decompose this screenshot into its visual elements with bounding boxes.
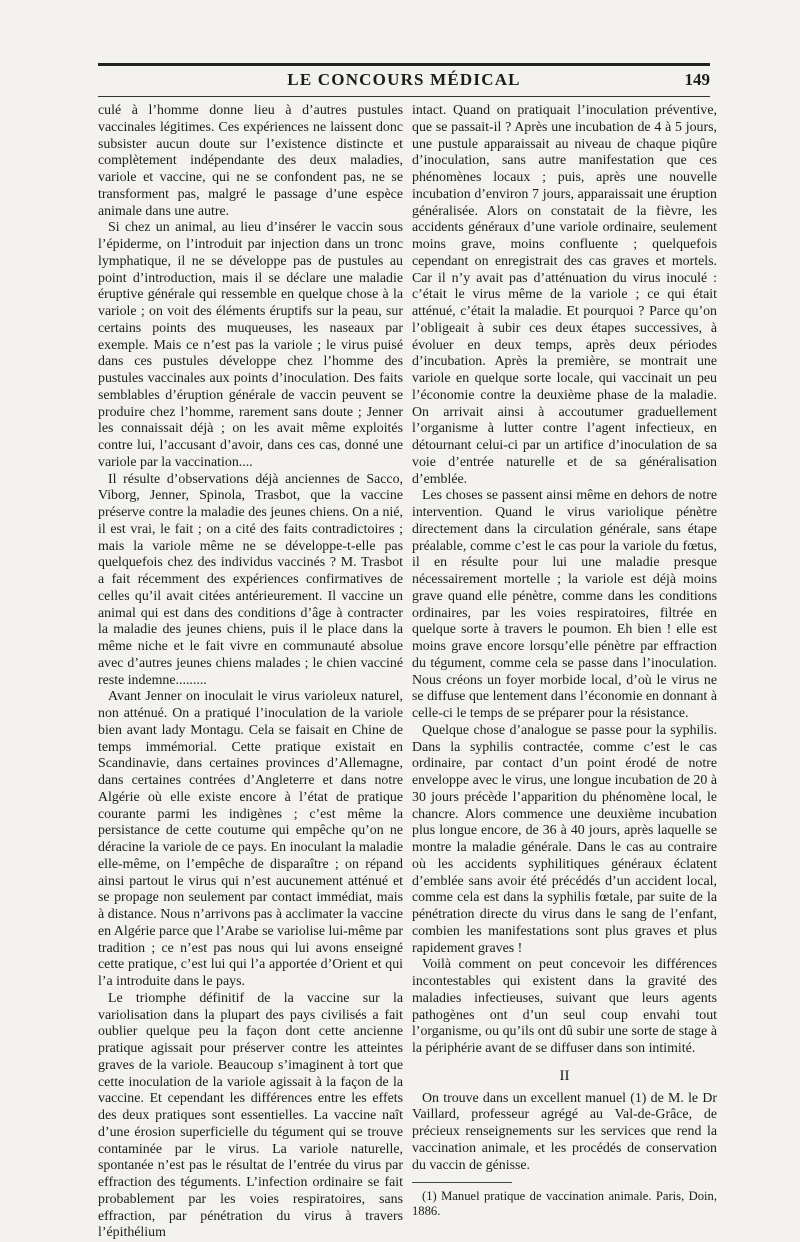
running-title: LE CONCOURS MÉDICAL [287,70,521,89]
paragraph: intact. Quand on pratiquait l’inoculation préventive, que se passait-il ? Après une incubation de 4 à 5 jours, une pustule apparaissait au niveau de chaque piqûre d’inoculation, sans autre manifestation que ces phénomènes locaux ; puis, après une nouvelle incubation d’environ 7 jours, apparaissait une éruption généralisée. Alors on constatait de la fièvre, les accidents généraux d’une variole ordinaire, seulement moins grave, moins confluente ; quelquefois cependant on enregistrait des cas graves et mortels. Car il n’y avait pas d’atténuation du virus inoculé : c’était le virus même de la variole ; ce qui était atténué, c’était la maladie. Et pourquoi ? Parce qu’on l’obligeait à subir ces deux étapes successives, à évoluer en deux temps, après deux périodes d’incubation. Après la première, se montrait une variole en quelque sorte locale, qui vaccinait un peu l’économie contre la deuxième phase de la maladie. On arrivait ainsi à accoutumer graduellement l’organisme à lutter contre l’agent infectieux, en détournant celui-ci par un artifice d’inoculation de sa voie d’entrée naturelle et de sa généralisation d’emblée. [412,103,717,487]
footnote-rule [412,1182,512,1183]
section-paragraph: On trouve dans un excellent manuel (1) de M. le Dr Vaillard, professeur agrégé au Val-de-Grâce, de précieux renseignements sur les services que rend la vaccination animale, et les procédés de conservation du vaccin de génisse. [412,1090,717,1173]
paragraph: culé à l’homme donne lieu à d’autres pustules vaccinales légitimes. Ces expériences ne laissent donc subsister aucun doute sur l’existence distincte et complètement indépendante des deux maladies, variole et vaccine, qui ne se confondent pas, ne se transforment pas, malgré le passage d’une espèce animale dans une autre. [98,103,403,219]
paragraph: Avant Jenner on inoculait le virus varioleux naturel, non atténué. On a pratiqué l’inoculation de la variole bien avant lady Montagu. Cela se faisait en Chine de temps immémorial. Cette pratique existait en Scandinavie, dans certaines provinces d’Allemagne, dans certaines contrées d’Angleterre et dans notre Algérie où elle existe encore à l’état de pratique courante parmi les indigènes ; c’est même la persistance de cette coutume qui empêche qu’on ne déracine la variole de ce pays. En inoculant la maladie elle-même, on l’empêche de disparaître ; on répand ainsi partout le virus qui n’est aucunement atténué et se propage non seulement par contact immédiat, mais à distance. Nous n’arrivons pas à acclimater la vaccine en Algérie parce que l’Arabe se variolise lui-même par tradition ; ce n’est pas nous qui lui avons enseigné cette pratique, c’est lui qui l’a apportée d’Orient et qui l’a introduite dans le pays. [98,689,403,989]
page-number: 149 [684,70,710,89]
right-column [412,103,717,1219]
paragraph: Voilà comment on peut concevoir les différences incontestables qui existent dans la gravité des maladies infectieuses, suivant que leurs agents pathogènes ont d’un seul coup envahi tout l’organisme, ou qu’ils ont dû subir une sorte de stage à la périphérie avant de se diffuser dans son intimité. [412,957,717,1056]
left-column [98,103,403,1242]
paragraph: Les choses se passent ainsi même en dehors de notre intervention. Quand le virus variolique pénètre directement dans la circulation générale, sans étape préalable, comme c’est le cas pour la variole du fœtus, il en résulte pour lui une maladie presque nécessairement mortelle ; la variole est déjà moins grave quand elle pénètre, comme dans les conditions ordinaires, par les voies respiratoires, filtrée en quelque sorte à travers le poumon. Eh bien ! elle est moins grave encore lorsqu’elle pénètre par effraction du tégument, comme cela se passe dans l’inoculation. Nous créons un foyer morbide local, d’où le virus ne se diffuse que lentement dans l’économie en donnant à celle-ci le temps de se préparer pour la résistance. [412,488,717,721]
page-header [98,70,710,94]
paragraph: Il résulte d’observations déjà anciennes de Sacco, Viborg, Jenner, Spinola, Trasbot, que la vaccine préserve contre la maladie des jeunes chiens. On a nié, il est vrai, le fait ; on a cité des faits contradictoires ; mais la variole même ne se développe-t-elle pas quelquefois chez des individus vaccinés ? M. Trasbot a fait récemment des expériences confirmatives de celles qu’il avait citées antérieurement. Il vaccine un animal qui est dans des conditions d’âge à contracter la maladie des jeunes chiens, puis il le place dans la même niche et le fait vivre en communauté absolue avec d’autres jeunes chiens malades ; le chien vacciné reste indemne......... [98,471,403,688]
paragraph: Si chez un animal, au lieu d’insérer le vaccin sous l’épiderme, on l’introduit par injection dans un tronc lymphatique, il ne se développe pas de pustules au point d’introduction, mais il se déclare une maladie éruptive générale qui ressemble en quelque chose à la variole ; on voit des éléments éruptifs sur la peau, sur certains points des muqueuses, les naseaux par exemple. Mais ce n’est pas la variole ; le virus puisé dans ces pustules développe chez l’homme des pustules vaccinales aux points d’inoculation. Des faits semblables d’éruption générale de vaccin peuvent se produire chez l’homme, rarement sans doute ; Jenner les connaissait déjà ; on les avait même exploités contre lui, l’accusant d’avoir, dans ces cas, donné une variole par la vaccination.... [98,220,403,470]
paragraph: Quelque chose d’analogue se passe pour la syphilis. Dans la syphilis contractée, comme c’est le cas ordinaire, par contact d’un point érodé de notre enveloppe avec le virus, une longue incubation de 20 à 30 jours précède l’apparition du phénomène local, le chancre. Alors commence une deuxième incubation plus longue encore, de 36 à 40 jours, après laquelle se montre la maladie générale. Dans le cas au contraire où les accidents syphilitiques généraux éclatent d’emblée sans avoir été précédés d’un accident local, comme cela est dans la syphilis fœtale, par suite de la pénétration directe du virus dans le sang de l’enfant, combien les manifestations sont plus graves et plus rapidement graves ! [412,722,717,956]
top-rule [98,63,710,66]
section-number: II [559,1067,570,1084]
paragraph: Le triomphe définitif de la vaccine sur la variolisation dans la plupart des pays civilisés a fait oublier quelque peu la façon dont cette ancienne pratique agissait pour préserver contre les atteintes graves de la variole. Beaucoup s’imaginent à tort que cette inoculation de la variole agissait à la façon de la vaccine. Et cependant les différences entre les effets des deux pratiques sont essentielles. La vaccine naît d’une érosion superficielle du tégument qui se trouve contaminée par le virus. La variole naturelle, spontanée n’est pas le résultat de l’entrée du virus par effraction des téguments. L’infection ordinaire se fait probablement par les voies respiratoires, sans effraction, par pénétration du virus à travers l’épithélium [98,990,403,1241]
header-rule [98,96,710,97]
footnote: (1) Manuel pratique de vaccination animale. Paris, Doin, 1886. [412,1189,717,1219]
